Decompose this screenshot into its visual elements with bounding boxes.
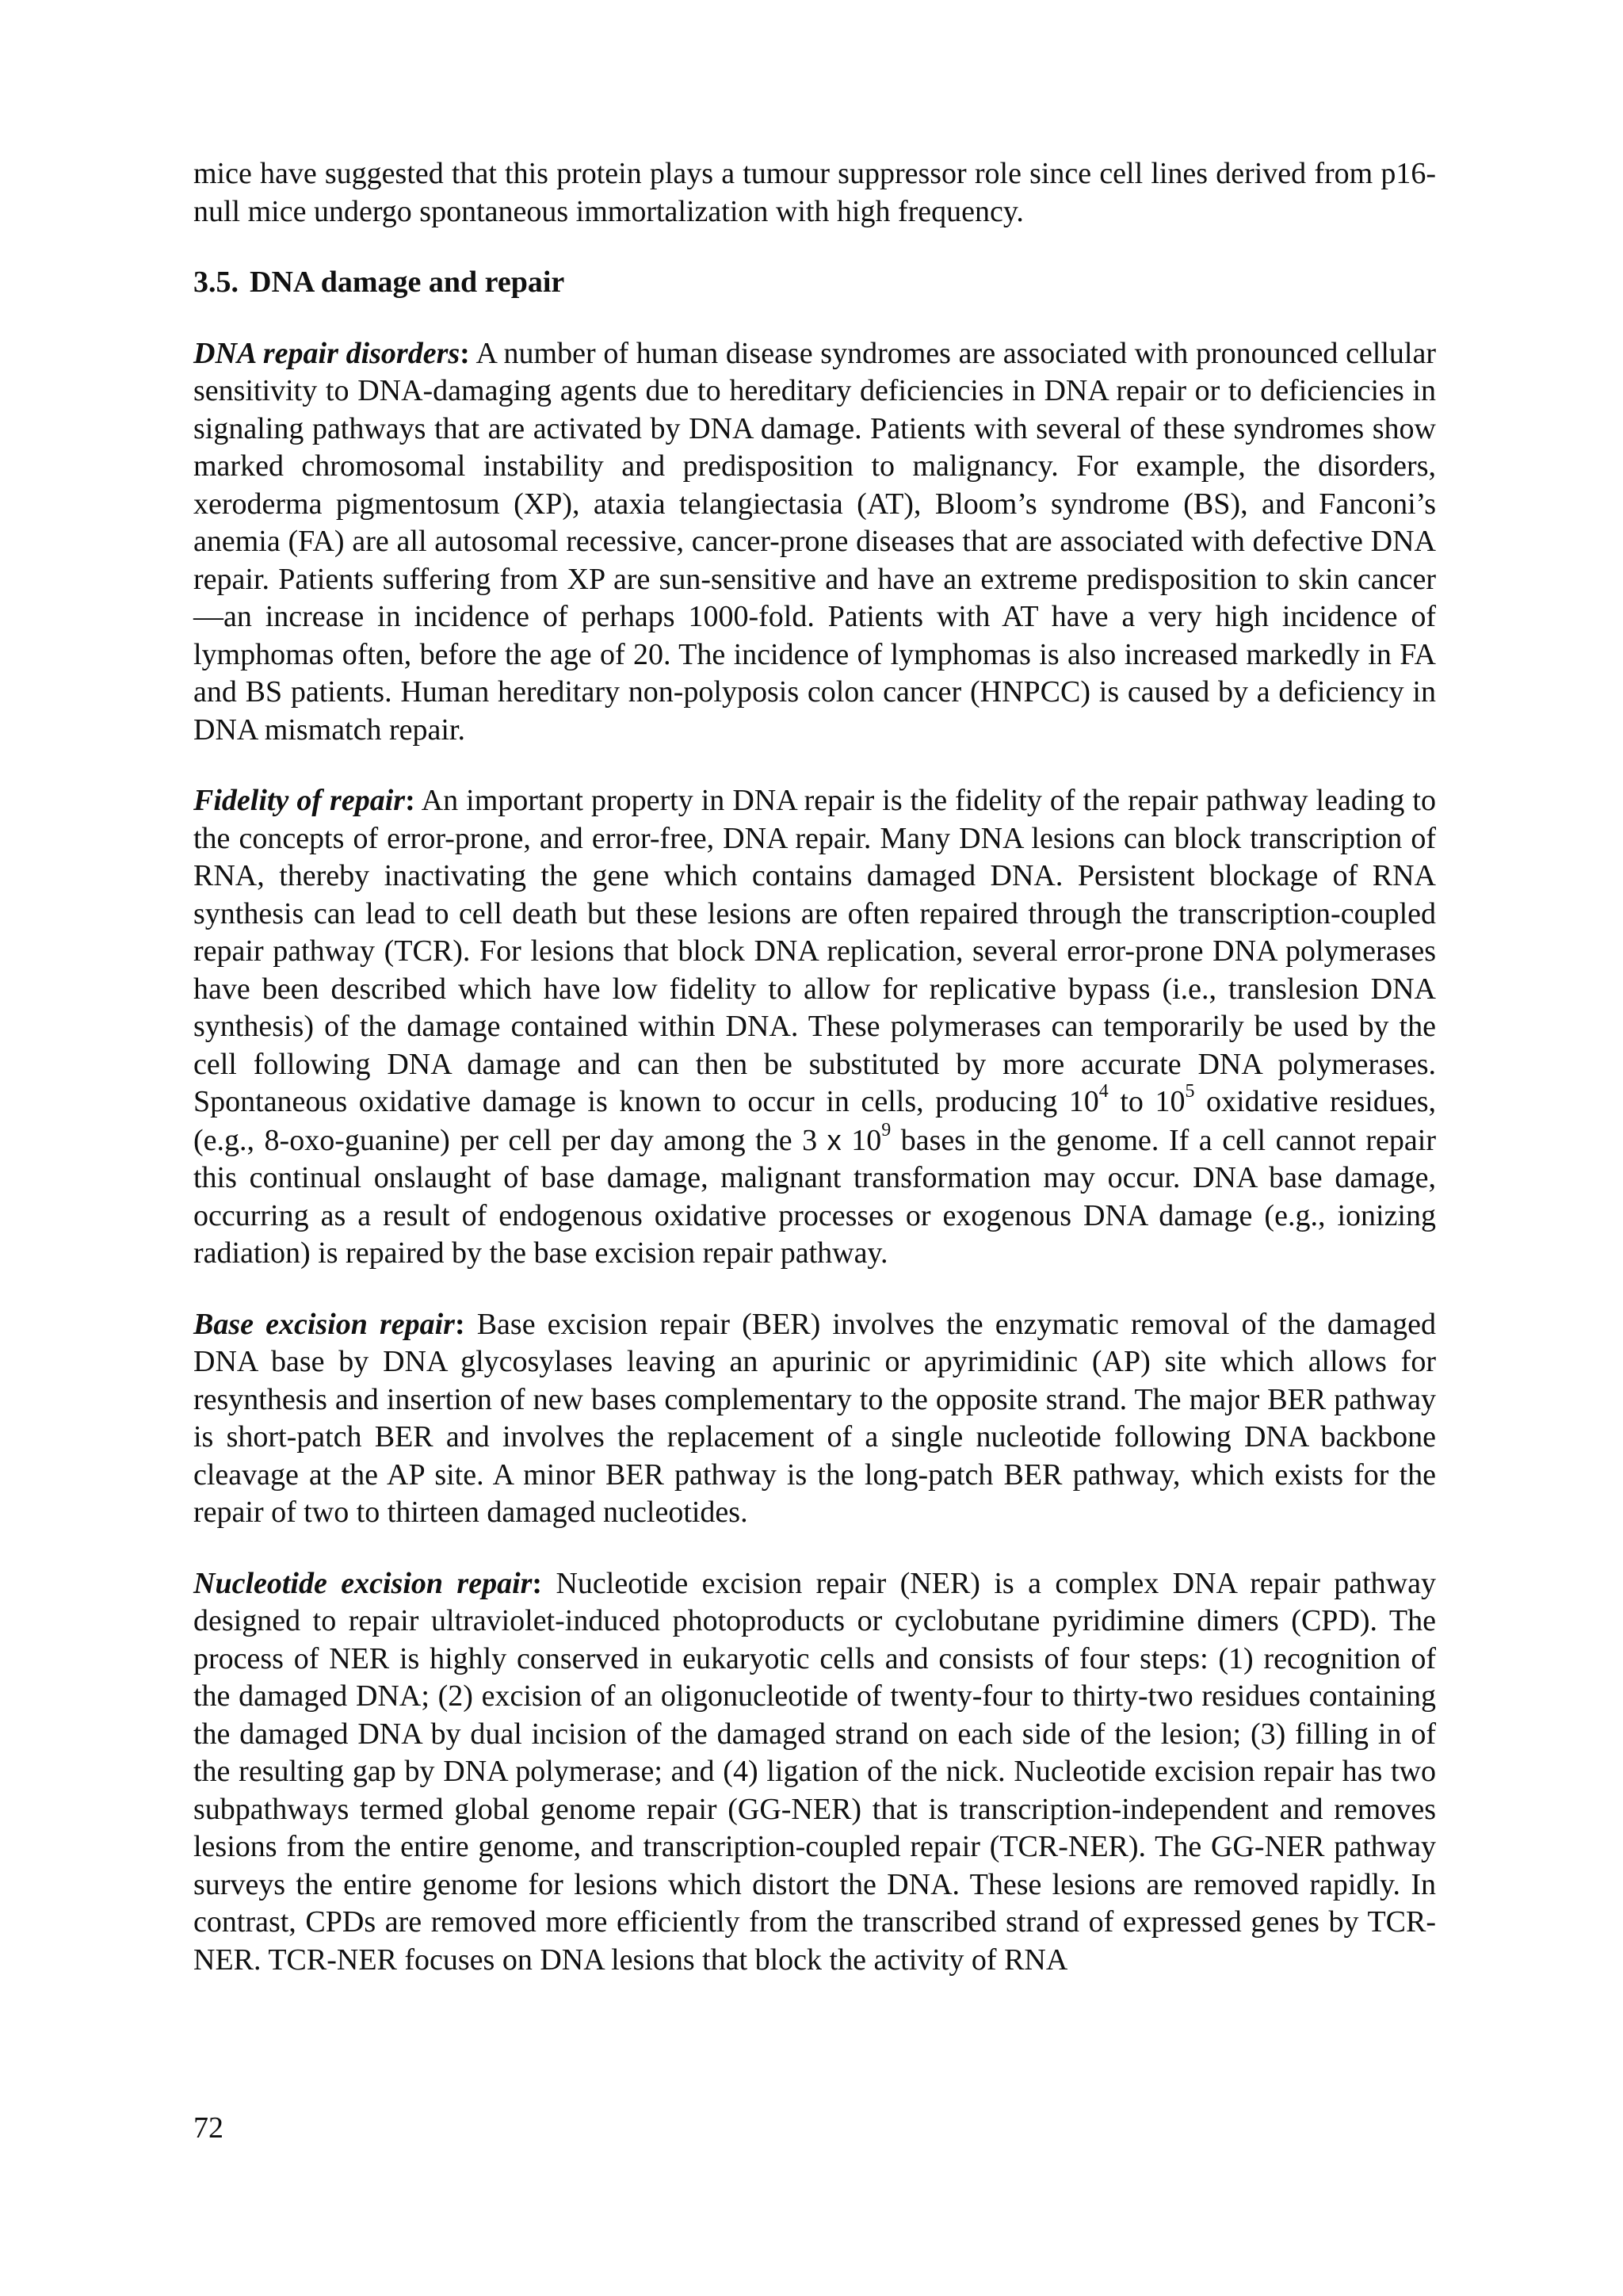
lead-colon: : bbox=[454, 1307, 465, 1341]
paragraph-text: Nucleotide excision repair (NER) is a complex DNA repair pathway designed to repair ultraviolet-induced photoproducts or cyclobutane pyridimine dimers (CPD). The process of NER is highly conserved in eukaryotic cells and consists of four steps: (1) recognition of the damaged DNA; (2) excision of an oligonucleotide of twenty-four to thirty-two residues containing the damaged DNA by dual incision of the damaged strand on each side of the lesion; (3) filling in of the resulting gap by DNA polymerase; and (4) ligation of the nick. Nucleotide excision repair has two subpathways termed global genome repair (GG-NER) that is transcription-independent and removes lesions from the entire genome, and transcription-coupled repair (TCR-NER). The GG-NER pathway surveys the entire genome for lesions which distort the DNA. These lesions are removed rapidly. In contrast, CPDs are removed more efficiently from the transcribed strand of expressed genes by TCR-NER. TCR-NER focuses on DNA lesions that block the activity of RNA bbox=[193, 1566, 1436, 1977]
paragraph-lead-nucleotide-excision-repair: Nucleotide excision repair bbox=[193, 1566, 533, 1600]
paragraph-nucleotide-excision-repair bbox=[193, 1565, 1436, 1980]
paragraph-text: A number of human disease syndromes are associated with pronounced cellular sensitivity to DNA-damaging agents due to hereditary deficiencies in DNA repair or to deficiencies in signaling pathways that are activated by DNA damage. Patients with several of these syndromes show marked chromosomal instability and predisposition to malignancy. For example, the disorders, xeroderma pigmentosum (XP), ataxia telangiectasia (AT), Bloom’s syndrome (BS), and Fanconi’s anemia (FA) are all autosomal recessive, cancer-prone diseases that are associated with defective DNA repair. Patients suffering from XP are sun-sensitive and have an extreme predisposition to skin cancer—an increase in incidence of perhaps 1000-fold. Patients with AT have a very high incidence of lymphomas often, before the age of 20. The incidence of lymphomas is also increased markedly in FA and BS patients. Human hereditary non-polyposis colon cancer (HNPCC) is caused by a deficiency in DNA mismatch repair. bbox=[193, 336, 1436, 747]
paragraph-fidelity-of-repair bbox=[193, 782, 1436, 1273]
paragraph-lead-base-excision-repair: Base excision repair bbox=[193, 1307, 455, 1341]
paragraph-text: 10 bbox=[841, 1123, 882, 1157]
exponent: 9 bbox=[881, 1119, 892, 1140]
document-page bbox=[193, 155, 1436, 1979]
lead-colon: : bbox=[460, 336, 470, 370]
paragraph-text: oxidative residues, (e.g., 8-oxo-guanine) per cell per day among the 3 bbox=[193, 1085, 1436, 1157]
section-title: DNA damage and repair bbox=[250, 266, 565, 299]
page-number: 72 bbox=[193, 2111, 223, 2145]
paragraph-text: bases in the genome. If a cell cannot repair this continual onslaught of base damage, malignant transformation may occur. DNA base damage, occurring as a result of endogenous oxidative processes or exogenous DNA damage (e.g., ionizing radiation) is repaired by the base excision repair pathway. bbox=[193, 1123, 1436, 1270]
exponent: 4 bbox=[1098, 1081, 1109, 1102]
paragraph-text: to 10 bbox=[1108, 1085, 1186, 1118]
paragraph-text: An important property in DNA repair is the fidelity of the repair pathway leading to the concepts of error-prone, and error-free, DNA repair. Many DNA lesions can block transcription of RNA, thereby inactivating the gene which contains damaged DNA. Persistent blockage of RNA synthesis can lead to cell death but these lesions are often repaired through the transcription-coupled repair pathway (TCR). For lesions that block DNA replication, several error-prone DNA polymerases have been described which have low fidelity to allow for replicative bypass (i.e., translesion DNA synthesis) of the damage contained within DNA. These polymerases can temporarily be used by the cell following DNA damage and can then be substituted by more accurate DNA polymerases. Spontaneous oxidative damage is known to occur in cells, producing 10 bbox=[193, 784, 1436, 1118]
paragraph-lead-dna-repair-disorders: DNA repair disorders bbox=[193, 336, 460, 370]
section-number: 3.5. bbox=[193, 266, 239, 299]
paragraph-dna-repair-disorders bbox=[193, 335, 1436, 750]
exponent: 5 bbox=[1185, 1081, 1195, 1102]
section-heading bbox=[193, 264, 1436, 302]
paragraph-base-excision-repair bbox=[193, 1306, 1436, 1532]
paragraph-text: Base excision repair (BER) involves the enzymatic removal of the damaged DNA base by DNA glycosylases leaving an apurinic or apyrimidinic (AP) site which allows for resynthesis and insertion of new bases complementary to the opposite strand. The major BER pathway is short-patch BER and involves the replacement of a single nucleotide following DNA backbone cleavage at the AP site. A minor BER pathway is the long-patch BER pathway, which exists for the repair of two to thirteen damaged nucleotides. bbox=[193, 1307, 1436, 1529]
times-sign: x bbox=[827, 1123, 842, 1156]
lead-colon: : bbox=[532, 1566, 543, 1600]
paragraph-lead-fidelity-of-repair: Fidelity of repair bbox=[193, 784, 406, 817]
lead-colon: : bbox=[405, 784, 415, 817]
intro-paragraph: mice have suggested that this protein plays a tumour suppressor role since cell lines derived from p16-null mice undergo spontaneous immortalization with high frequency. bbox=[193, 157, 1436, 228]
